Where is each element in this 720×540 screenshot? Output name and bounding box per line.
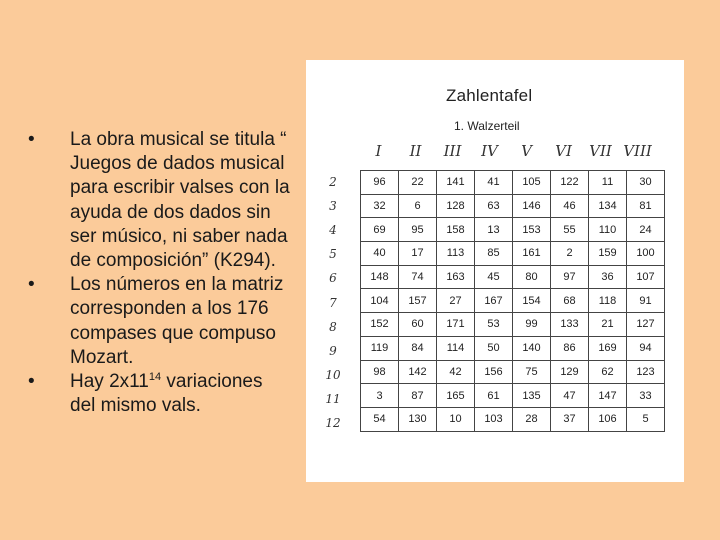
table-cell: 130 <box>399 407 437 431</box>
table-cell: 140 <box>513 336 551 360</box>
table-cell: 141 <box>437 171 475 195</box>
table-cell: 134 <box>589 194 627 218</box>
table-cell: 113 <box>437 242 475 266</box>
table-cell: 135 <box>513 384 551 408</box>
table-cell: 22 <box>399 171 437 195</box>
table-cell: 167 <box>475 289 513 313</box>
bullet-dot: • <box>28 371 35 393</box>
bullet-dot: • <box>28 129 35 150</box>
number-grid <box>360 170 665 432</box>
bullet-dot: • <box>28 274 35 296</box>
table-cell: 32 <box>361 194 399 218</box>
table-row <box>361 171 665 195</box>
table-cell: 11 <box>589 171 627 195</box>
table-cell: 74 <box>399 265 437 289</box>
table-cell: 153 <box>513 218 551 242</box>
table-cell: 118 <box>589 289 627 313</box>
table-cell: 161 <box>513 242 551 266</box>
table-cell: 123 <box>627 360 665 384</box>
table-row <box>361 218 665 242</box>
row-label: 10 <box>325 367 341 382</box>
table-cell: 158 <box>437 218 475 242</box>
table-cell: 60 <box>399 313 437 337</box>
table-cell: 81 <box>627 194 665 218</box>
row-label: 12 <box>325 416 341 430</box>
table-cell: 99 <box>513 313 551 337</box>
table-cell: 104 <box>361 289 399 313</box>
table-subtitle: 1. Walzerteil <box>454 119 520 133</box>
table-cell: 10 <box>437 407 475 431</box>
table-cell: 63 <box>475 194 513 218</box>
table-cell: 5 <box>627 407 665 431</box>
table-cell: 154 <box>513 289 551 313</box>
row-label: 9 <box>329 343 337 358</box>
table-cell: 53 <box>475 313 513 337</box>
table-row <box>361 242 665 266</box>
row-label: 11 <box>325 391 341 406</box>
table-cell: 146 <box>513 194 551 218</box>
table-cell: 36 <box>589 265 627 289</box>
bullet-list <box>28 128 290 418</box>
table-cell: 86 <box>551 336 589 360</box>
table-cell: 50 <box>475 336 513 360</box>
table-cell: 6 <box>399 194 437 218</box>
table-row <box>361 407 665 431</box>
table-cell: 107 <box>627 265 665 289</box>
table-cell: 42 <box>437 360 475 384</box>
table-cell: 87 <box>399 384 437 408</box>
table-cell: 80 <box>513 265 551 289</box>
table-cell: 157 <box>399 289 437 313</box>
table-cell: 98 <box>361 360 399 384</box>
table-cell: 41 <box>475 171 513 195</box>
table-cell: 106 <box>589 407 627 431</box>
bullet-text: La obra musical se titula “ Juegos de dados musical para escribir valses con la ayuda de dos dados sin ser músico, ni saber nada de composición” (K294). <box>70 129 290 272</box>
table-cell: 46 <box>551 194 589 218</box>
table-cell: 2 <box>551 242 589 266</box>
table-cell: 105 <box>513 171 551 195</box>
table-cell: 33 <box>627 384 665 408</box>
exponent: 14 <box>148 371 162 384</box>
table-cell: 61 <box>475 384 513 408</box>
table-cell: 3 <box>361 384 399 408</box>
bullet-item <box>28 128 290 273</box>
number-table-image <box>306 60 684 482</box>
row-label: 3 <box>329 199 337 214</box>
column-header: I <box>375 142 382 160</box>
table-cell: 156 <box>475 360 513 384</box>
table-cell: 17 <box>399 242 437 266</box>
table-row <box>361 336 665 360</box>
table-cell: 133 <box>551 313 589 337</box>
column-header: VIII <box>623 142 652 160</box>
table-cell: 152 <box>361 313 399 337</box>
column-header: II <box>409 142 422 160</box>
table-title: Zahlentafel <box>446 86 533 105</box>
table-cell: 28 <box>513 407 551 431</box>
table-cell: 165 <box>437 384 475 408</box>
table-cell: 62 <box>589 360 627 384</box>
column-header: VII <box>589 142 612 160</box>
table-cell: 128 <box>437 194 475 218</box>
column-header: VI <box>555 142 572 160</box>
column-header: III <box>443 142 462 160</box>
table-cell: 47 <box>551 384 589 408</box>
table-row <box>361 194 665 218</box>
table-cell: 94 <box>627 336 665 360</box>
row-label: 4 <box>329 223 337 238</box>
table-cell: 40 <box>361 242 399 266</box>
table-cell: 75 <box>513 360 551 384</box>
table-cell: 68 <box>551 289 589 313</box>
table-cell: 119 <box>361 336 399 360</box>
table-cell: 127 <box>627 313 665 337</box>
bullet-text <box>70 371 263 416</box>
row-label: 2 <box>329 175 337 189</box>
table-cell: 114 <box>437 336 475 360</box>
table-cell: 24 <box>627 218 665 242</box>
table-cell: 103 <box>475 407 513 431</box>
table-cell: 54 <box>361 407 399 431</box>
bullet-text-before: Hay 2x11 <box>70 371 149 393</box>
table-cell: 110 <box>589 218 627 242</box>
table-cell: 147 <box>589 384 627 408</box>
table-cell: 30 <box>627 171 665 195</box>
row-label: 8 <box>329 319 337 334</box>
table-row <box>361 289 665 313</box>
table-cell: 91 <box>627 289 665 313</box>
table-cell: 148 <box>361 265 399 289</box>
bullet-text: Los números en la matriz corresponden a los 176 compases que compuso Mozart. <box>70 274 284 368</box>
table-cell: 142 <box>399 360 437 384</box>
table-cell: 100 <box>627 242 665 266</box>
table-cell: 45 <box>475 265 513 289</box>
table-cell: 69 <box>361 218 399 242</box>
column-header: V <box>521 142 532 160</box>
table-cell: 122 <box>551 171 589 195</box>
row-label: 7 <box>329 295 337 310</box>
bullet-item <box>28 273 290 370</box>
row-label: 6 <box>329 271 337 286</box>
table-row <box>361 360 665 384</box>
table-cell: 21 <box>589 313 627 337</box>
table-cell: 163 <box>437 265 475 289</box>
table-cell: 129 <box>551 360 589 384</box>
table-cell: 169 <box>589 336 627 360</box>
table-cell: 95 <box>399 218 437 242</box>
column-header: IV <box>481 142 498 160</box>
table-cell: 13 <box>475 218 513 242</box>
row-label: 5 <box>329 247 337 262</box>
table-row <box>361 313 665 337</box>
table-row <box>361 384 665 408</box>
table-cell: 27 <box>437 289 475 313</box>
table-cell: 37 <box>551 407 589 431</box>
bullet-item <box>28 370 290 418</box>
table-cell: 96 <box>361 171 399 195</box>
table-cell: 84 <box>399 336 437 360</box>
table-cell: 85 <box>475 242 513 266</box>
table-cell: 55 <box>551 218 589 242</box>
table-cell: 171 <box>437 313 475 337</box>
table-cell: 97 <box>551 265 589 289</box>
table-row <box>361 265 665 289</box>
bullet-text-after: variaciones del mismo vals. <box>70 371 263 417</box>
table-cell: 159 <box>589 242 627 266</box>
